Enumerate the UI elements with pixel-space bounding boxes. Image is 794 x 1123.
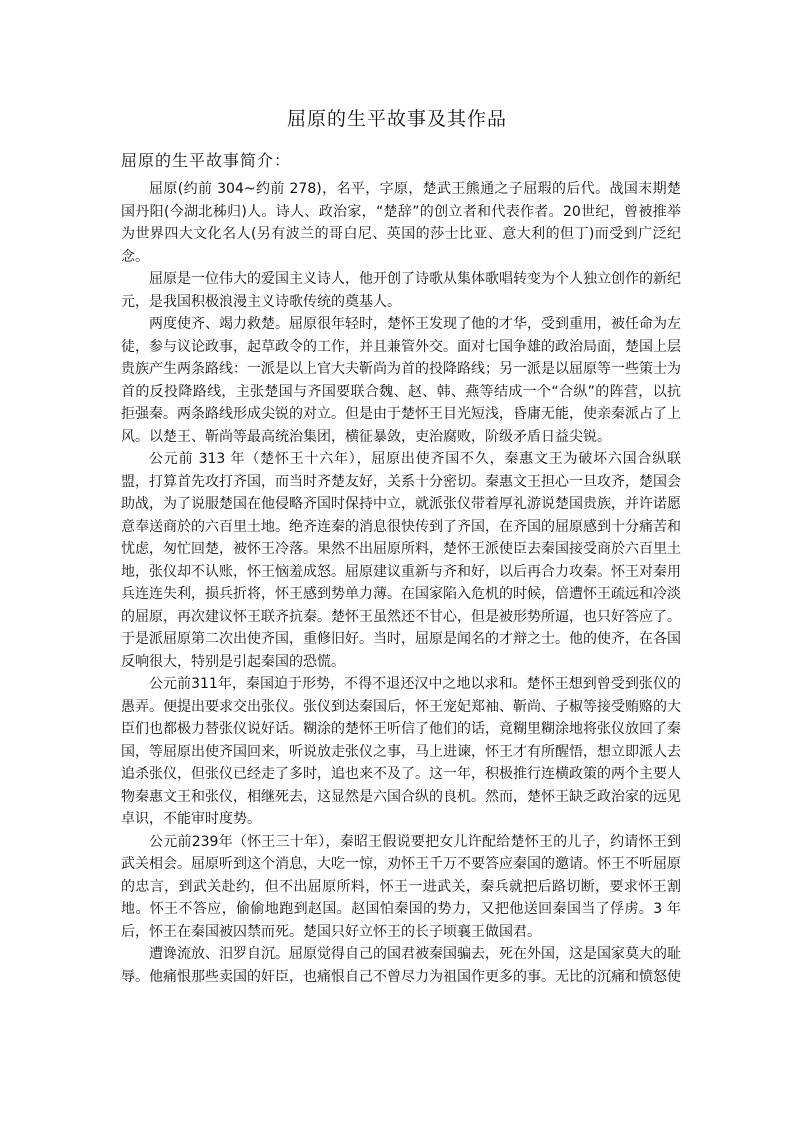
paragraph: 公元前311年，秦国迫于形势，不得不退还汉中之地以求和。楚怀王想到曾受到张仪的愚弄。便提出要求交出张仪。张仪到达秦国后，怀王宠妃郑袖、靳尚、子椒等接受贿赂的大臣们也都极力替张仪说好话。糊涂的楚怀王听信了他们的话，竟糊里糊涂地将张仪放回了秦国，等屈原出使齐国回来，听说放走张仪之事，马上进谏，怀王才有所醒悟，想立即派人去追杀张仪，但张仪已经走了多时，追也来不及了。这一年，积极推行连横政策的两个主要人物秦惠文王和张仪，相继死去，这显然是六国合纵的良机。然而，楚怀王缺乏政治家的远见卓识，不能审时度势。 xyxy=(121,676,681,827)
document-title: 屈原的生平故事及其作品 xyxy=(286,108,507,130)
section-heading: 屈原的生平故事简介： xyxy=(121,151,292,170)
document-body xyxy=(121,178,681,988)
paragraph: 遭谗流放、汨罗自沉。屈原觉得自己的国君被秦国骗去，死在外国，这是国家莫大的耻辱。他痛恨那些卖国的奸臣，也痛恨自己不曾尽力为祖国作更多的事。无比的沉痛和愤怒使 xyxy=(121,946,681,985)
paragraph: 屈原(约前 304~约前 278)，名平，字原，楚武王熊通之子屈瑕的后代。战国末期楚国丹阳(今湖北秭归)人。诗人、政治家，“楚辞”的创立者和代表作者。20世纪，曾被推举为世界四大文化名人(另有波兰的哥白尼、英国的莎士比亚、意大利的但丁)而受到广泛纪念。 xyxy=(121,181,681,265)
paragraph: 公元前239年（怀王三十年），秦昭王假说要把女儿许配给楚怀王的儿子，约请怀王到武关相会。屈原听到这个消息，大吃一惊，劝怀王千万不要答应秦国的邀请。怀王不听屈原的忠言，到武关赴约，但不出屈原所料，怀王一进武关，秦兵就把后路切断，要求怀王割地。怀王不答应，偷偷地跑到赵国。赵国怕秦国的势力，又把他送回秦国当了俘虏。3 年后，怀王在秦国被囚禁而死。楚国只好立怀王的长子顷襄王做国君。 xyxy=(121,833,681,940)
paragraph: 两度使齐、竭力救楚。屈原很年轻时，楚怀王发现了他的才华，受到重用，被任命为左徒，参与议论政事，起草政令的工作，并且兼管外交。面对七国争雄的政治局面，楚国上层贵族产生两条路线：一派是以上官大夫靳尚为首的投降路线；另一派是以屈原等一些策士为首的反投降路线，主张楚国与齐国要联合魏、赵、韩、燕等结成一个“合纵”的阵营，以抗拒强秦。两条路线形成尖锐的对立。但是由于楚怀王目光短浅，昏庸无能，使亲秦派占了上风。以楚王、靳尚等最高统治集团，横征暴敛，吏治腐败，阶级矛盾日益尖锐。 xyxy=(121,316,681,445)
paragraph: 屈原是一位伟大的爱国主义诗人，他开创了诗歌从集体歌唱转变为个人独立创作的新纪元，是我国积极浪漫主义诗歌传统的奠基人。 xyxy=(121,271,681,310)
paragraph: 公元前 313 年（楚怀王十六年），屈原出使齐国不久，秦惠文王为破坏六国合纵联盟，打算首先攻打齐国，而当时齐楚友好，关系十分密切。秦惠文王担心一旦攻齐，楚国会助战，为了说服楚国在他侵略齐国时保持中立，就派张仪带着厚礼游说楚国贵族，并许诺愿意奉送商於的六百里土地。绝齐连秦的消息很快传到了齐国，在齐国的屈原感到十分痛苦和忧虑，匆忙回楚，被怀王冷落。果然不出屈原所料，楚怀王派使臣去秦国接受商於六百里土地，张仪却不认账，怀王恼羞成怒。屈原建议重新与齐和好，以后再合力攻秦。怀王对秦用兵连连失利，损兵折将，怀王感到势单力薄。在国家陷入危机的时候，倍遭怀王疏远和冷淡的屈原，再次建议怀王联齐抗秦。楚怀王虽然还不甘心，但是被形势所逼，也只好答应了。于是派屈原第二次出使齐国，重修旧好。当时，屈原是闻名的才辩之士。他的使齐，在各国反响很大，特别是引起秦国的恐慌。 xyxy=(121,451,681,670)
